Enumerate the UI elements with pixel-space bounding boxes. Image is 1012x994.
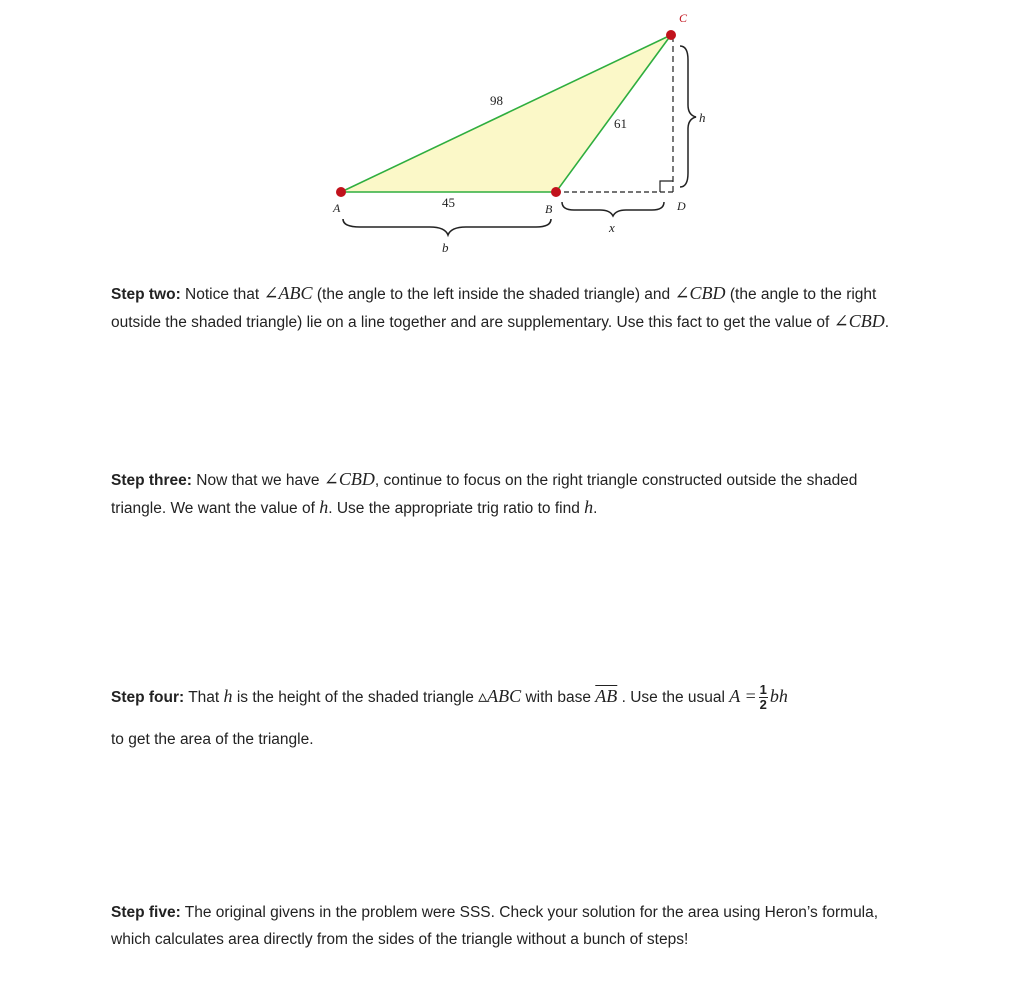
step-five-paragraph [111, 899, 911, 953]
formula-lhs: A = [729, 686, 757, 706]
formula-rhs: bh [769, 686, 788, 706]
angle-cbd-2: ∠CBD [833, 311, 885, 331]
step-two-text-1: Notice that [180, 286, 264, 303]
triangle-diagram [0, 0, 1012, 270]
var-h: h [319, 497, 329, 517]
vertex-b-dot [551, 187, 561, 197]
step-three-text-3: . Use the appropriate trig ratio to find [328, 500, 585, 517]
step-four-text-2: is the height of the shaded triangle [232, 689, 479, 706]
step-two-heading: Step two: [111, 286, 181, 303]
fraction-numerator: 1 [759, 682, 767, 698]
shaded-triangle-abc [341, 35, 671, 192]
vertex-c-dot [666, 30, 676, 40]
side-ac-label: 98 [490, 93, 503, 108]
angle-abc: ∠ABC [263, 283, 313, 303]
vertex-a-dot [336, 187, 346, 197]
step-two-text-3: (the angle to the right outside the shaded triangle) lie on a line together and are supplementary. Use this fact to get the value of [111, 286, 877, 331]
angle-cbd: ∠CBD [674, 283, 726, 303]
step-three-text-4: . [593, 500, 598, 517]
brace-h [680, 46, 696, 187]
brace-b [343, 219, 551, 235]
label-b: b [442, 240, 449, 255]
step-four-text-3: with base [521, 689, 596, 706]
step-four-text-4: . Use the usual [617, 689, 730, 706]
fraction-one-half [759, 683, 768, 712]
side-bc-label: 61 [614, 116, 627, 131]
right-angle-marker [660, 181, 673, 192]
step-three-text-1: Now that we have [191, 472, 324, 489]
var-h-2: h [584, 497, 594, 517]
step-two-paragraph [111, 280, 911, 336]
vertex-a-label: A [333, 201, 341, 215]
angle-cbd-3: ∠CBD [323, 469, 375, 489]
step-five-heading: Step five: [111, 904, 181, 921]
step-two-text-4: . [884, 314, 890, 331]
step-four-text-5: to get the area of the triangle. [111, 731, 314, 748]
step-five-text: The original givens in the problem were SSS. Check your solution for the area using Heron’s formula, which calculates area directly from the sides of the triangle without a bunch of steps! [111, 904, 879, 948]
step-three-heading: Step three: [111, 472, 192, 489]
step-three-paragraph [111, 466, 911, 522]
step-three-text-2: , continue to focus on the right triangle constructed outside the shaded triangle. We want the value of [111, 472, 858, 517]
side-ab-label: 45 [442, 195, 455, 210]
var-h-3: h [223, 686, 233, 706]
step-two-text-2: (the angle to the left inside the shaded triangle) and [312, 286, 675, 303]
segment-ab: $\overline{AB}$ [595, 686, 618, 706]
label-x: x [609, 220, 615, 235]
vertex-c-label: C [679, 11, 688, 25]
fraction-denominator: 2 [759, 697, 767, 713]
step-four-text-1: That [184, 689, 224, 706]
vertex-d-label: D [677, 199, 686, 213]
step-four-continuation [111, 726, 911, 753]
step-four-heading: Step four: [111, 689, 185, 706]
label-h: h [699, 110, 706, 125]
triangle-abc-symbol: ▵ABC [478, 686, 522, 706]
brace-x [562, 202, 664, 216]
step-four-paragraph [111, 680, 911, 714]
vertex-b-label: B [545, 202, 553, 216]
